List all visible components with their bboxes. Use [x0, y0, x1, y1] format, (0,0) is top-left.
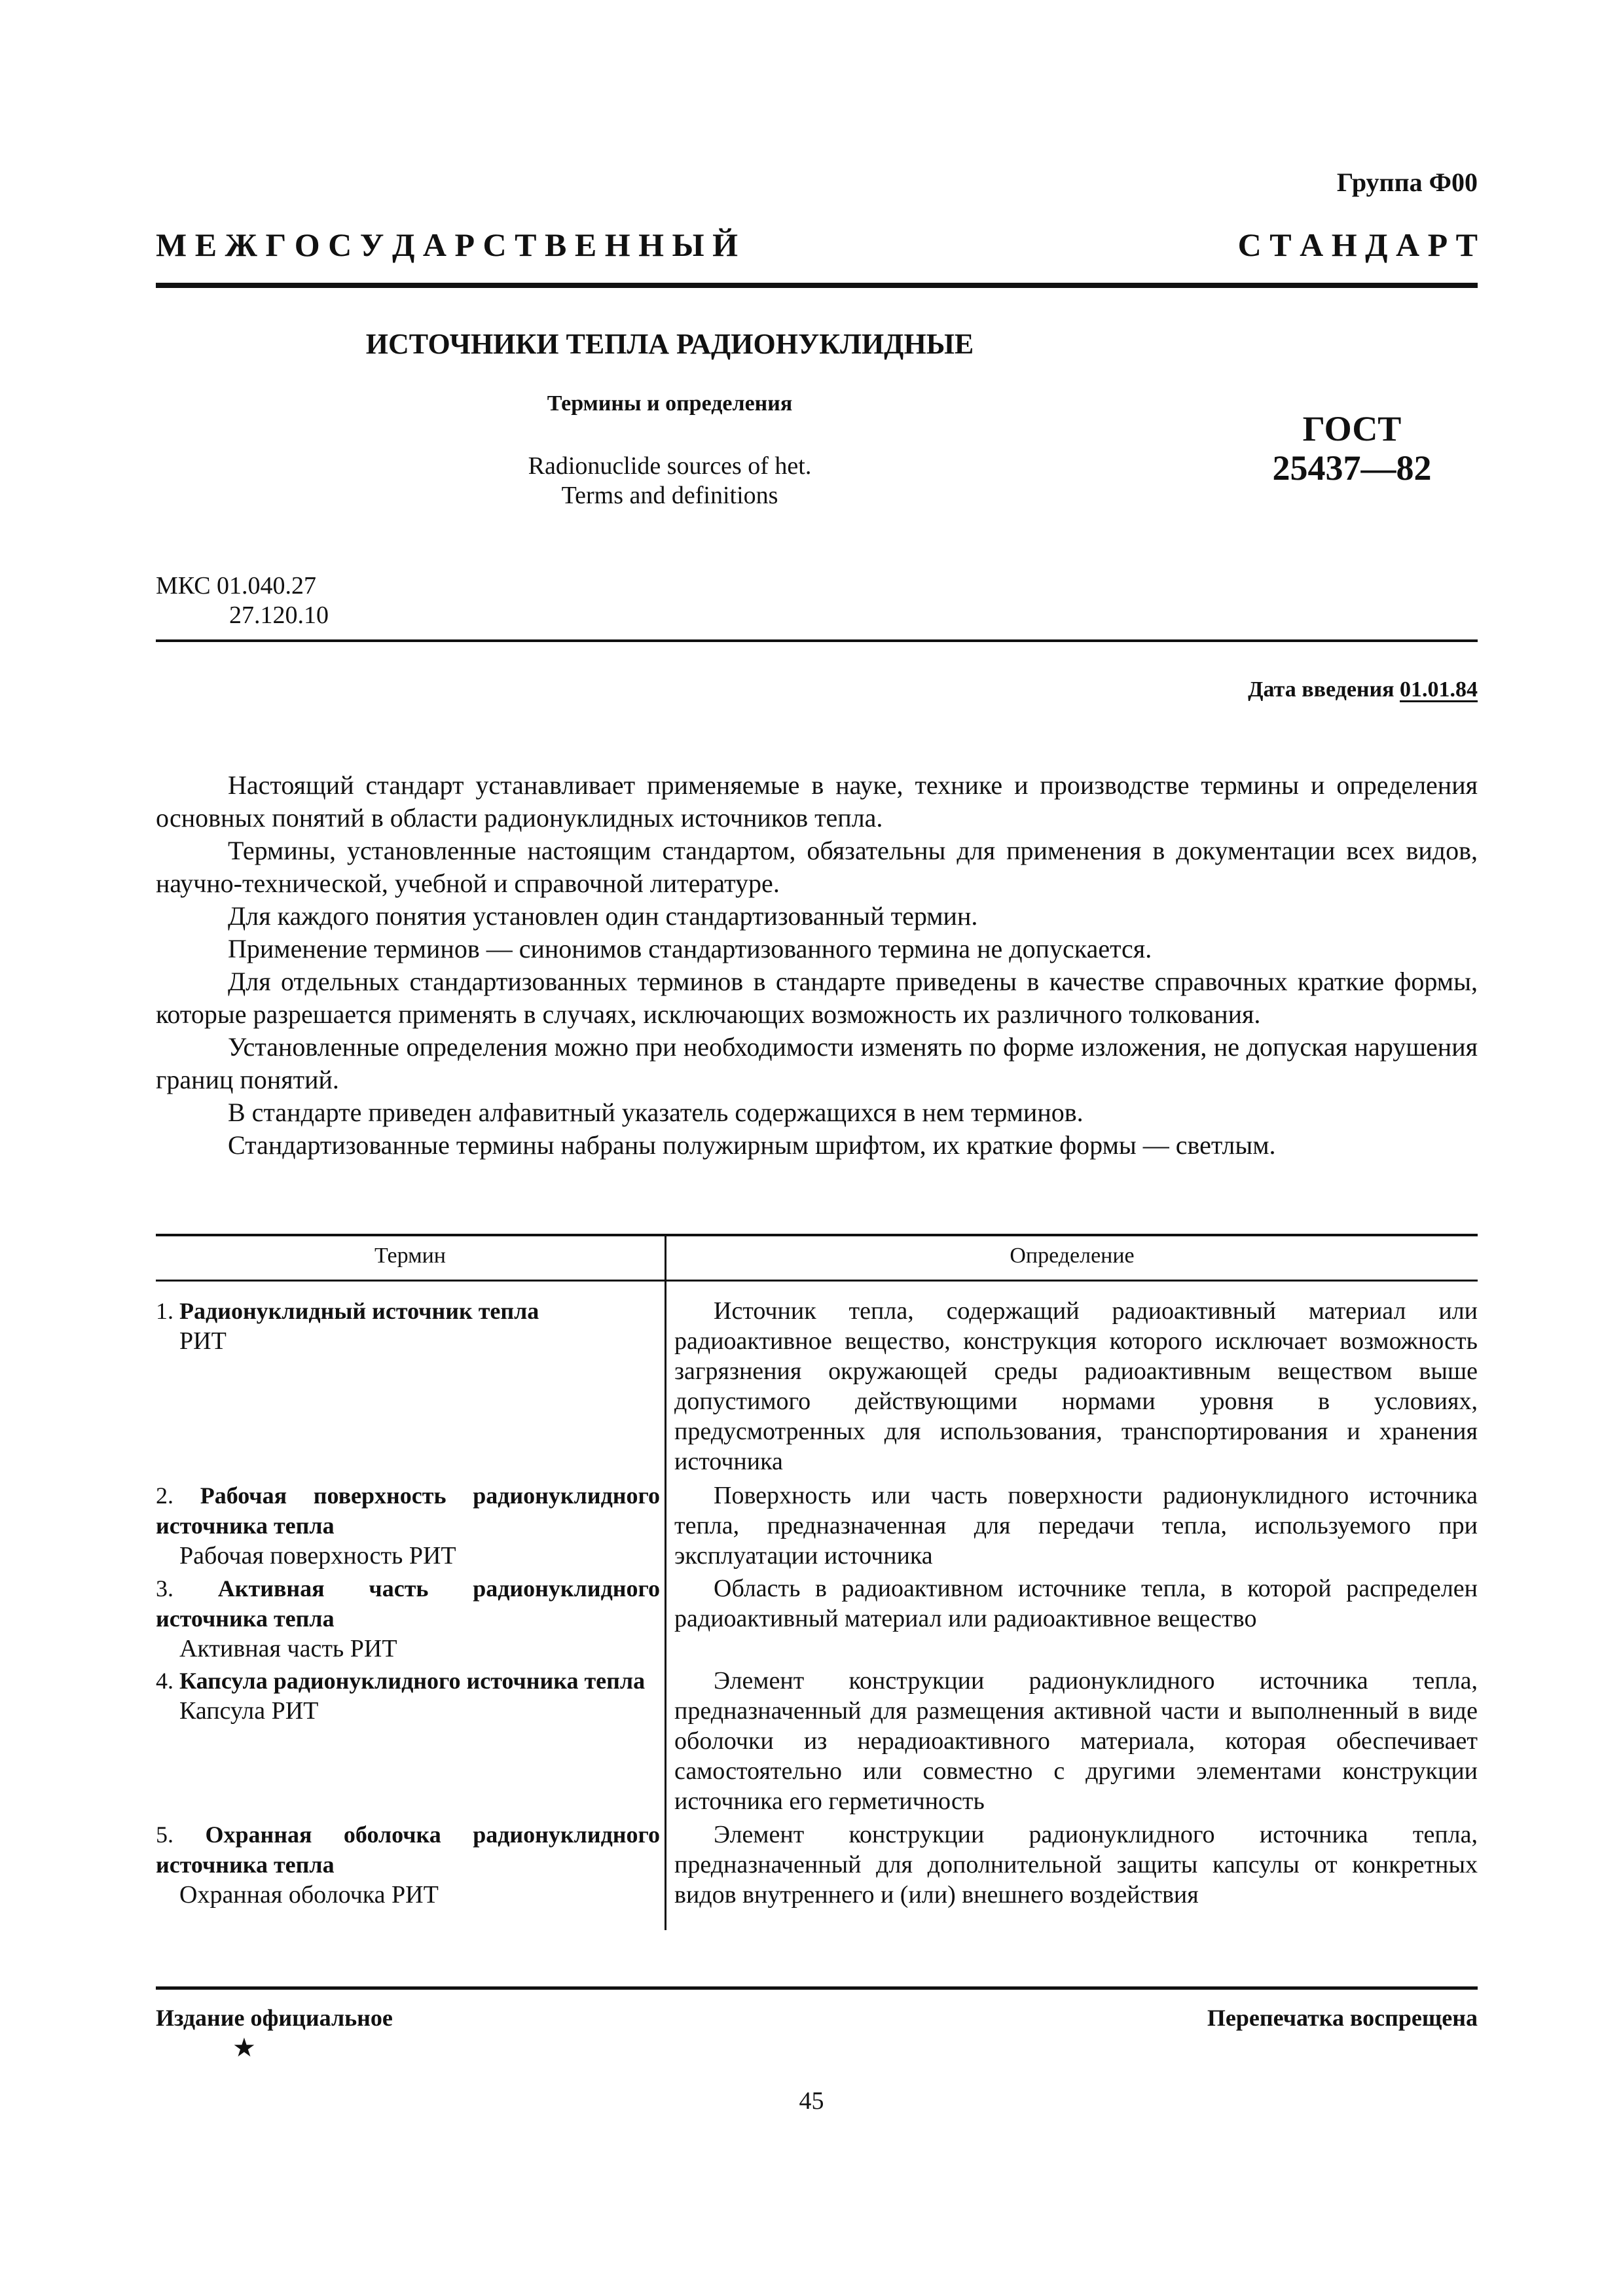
intro-paragraph: Для каждого понятия установлен один стандартизованный термин.	[228, 901, 978, 931]
group-label: Группа Ф00	[1336, 168, 1478, 197]
term-title: Радионуклидный источник тепла	[179, 1298, 539, 1324]
term-entry	[156, 1480, 660, 1571]
term-definition: Элемент конструкции радионуклидного источника тепла, предназначенный для дополнительной защиты капсулы от конкретных видов внутреннего и (или) внешнего воздействия	[674, 1821, 1478, 1909]
term-number: 4.	[156, 1668, 173, 1694]
mks-code-1: МКС 01.040.27	[156, 572, 317, 600]
document-title: ИСТОЧНИКИ ТЕПЛА РАДИОНУКЛИДНЫЕ	[365, 328, 974, 360]
top-divider	[156, 283, 1478, 288]
english-title-line2: Terms and definitions	[561, 482, 778, 509]
term-number: 1.	[156, 1298, 173, 1324]
term-definition: Поверхность или часть поверхности радионуклидного источника тепла, предназначенная для передачи тепла, используемого при эксплуатации источника	[674, 1482, 1478, 1570]
table-header-definition: Определение	[1010, 1244, 1135, 1268]
gost-designation	[1231, 409, 1473, 488]
term-entry	[156, 1573, 660, 1664]
intro-paragraph: В стандарте приведен алфавитный указатель содержащихся в нем терминов.	[228, 1098, 1084, 1127]
introduction-date-label: Дата введения	[1248, 677, 1395, 702]
term-number: 2.	[156, 1482, 173, 1509]
term-definition: Источник тепла, содержащий радиоактивный материал или радиоактивное вещество, конструкция которого исключает возможность загрязнения окружающей среды радиоактивным веществом выше допустимого действующими нормами уровня в условиях, предусмотренных для использования, транспортирования и хранения источника	[674, 1297, 1478, 1475]
term-title: Рабочая поверхность радионуклидного источника тепла	[156, 1482, 660, 1539]
mks-code-2: 27.120.10	[229, 601, 329, 629]
intro-paragraph: Настоящий стандарт устанавливает применяемые в науке, технике и производстве термины и определения основных понятий в области радионуклидных источников тепла.	[156, 770, 1478, 833]
intro-paragraph: Для отдельных стандартизованных терминов в стандарте приведены в качестве справочных краткие формы, которые разрешается применять в случаях, исключающих возможность их различного толкования.	[156, 967, 1478, 1029]
term-definition: Элемент конструкции радионуклидного источника тепла, предназначенный для размещения активной части и выполненный в виде оболочки из нерадиоактивного материала, которая обеспечивает самостоятельно или совместно с другими элементами конструкции источника его герметичность	[674, 1667, 1478, 1815]
intro-paragraph: Стандартизованные термины набраны полужирным шрифтом, их краткие формы — светлым.	[228, 1130, 1276, 1160]
star-icon: ★	[232, 2033, 256, 2062]
table-header-divider	[156, 1280, 1478, 1282]
term-short-form: Охранная оболочка РИТ	[179, 1881, 439, 1909]
term-definition: Область в радиоактивном источнике тепла, в которой распределен радиоактивный материал или радиоактивное вещество	[674, 1575, 1478, 1632]
term-entry	[156, 1820, 660, 1910]
intro-paragraph: Применение терминов — синонимов стандартизованного термина не допускается.	[228, 934, 1152, 963]
standard-type-heading	[156, 226, 1478, 264]
intro-paragraph: Термины, установленные настоящим стандартом, обязательны для применения в документации всех видов, научно-технической, учебной и справочной литературе.	[156, 836, 1478, 898]
term-entry	[156, 1296, 660, 1356]
gost-label: ГОСТ	[1302, 409, 1402, 448]
introduction-text	[156, 769, 1478, 1162]
term-short-form: Активная часть РИТ	[179, 1635, 397, 1662]
table-header-term: Термин	[374, 1244, 446, 1268]
term-number: 5.	[156, 1821, 173, 1848]
footer-divider	[156, 1986, 1478, 1990]
standard-type-left: М Е Ж Г О С У Д А Р С Т В Е Н Н Ы Й	[156, 226, 738, 263]
term-short-form: Рабочая поверхность РИТ	[179, 1542, 456, 1570]
table-column-divider	[665, 1236, 666, 1930]
term-short-form: РИТ	[179, 1327, 227, 1355]
term-entry	[156, 1666, 660, 1726]
gost-number: 25437—82	[1272, 448, 1432, 488]
standard-type-right: С Т А Н Д А Р Т	[1237, 226, 1478, 263]
official-edition-label: Издание официальное	[156, 2005, 393, 2031]
intro-paragraph: Установленные определения можно при необходимости изменять по форме изложения, не допуская нарушения границ понятий.	[156, 1032, 1478, 1094]
page-number: 45	[799, 2087, 824, 2115]
term-number: 3.	[156, 1575, 173, 1602]
introduction-date	[1248, 677, 1478, 702]
term-title: Активная часть радионуклидного источника тепла	[156, 1575, 661, 1632]
reprint-notice: Перепечатка воспрещена	[1207, 2005, 1478, 2031]
term-title: Охранная оболочка радионуклидного источника тепла	[156, 1821, 660, 1878]
document-subtitle: Термины и определения	[547, 391, 793, 416]
term-title: Капсула радионуклидного источника тепла	[179, 1668, 646, 1694]
term-short-form: Капсула РИТ	[179, 1697, 319, 1725]
table-top-border	[156, 1234, 1478, 1236]
english-title-line1: Radionuclide sources of het.	[528, 452, 812, 480]
introduction-date-value: 01.01.84	[1400, 677, 1478, 702]
header-divider	[156, 639, 1478, 642]
